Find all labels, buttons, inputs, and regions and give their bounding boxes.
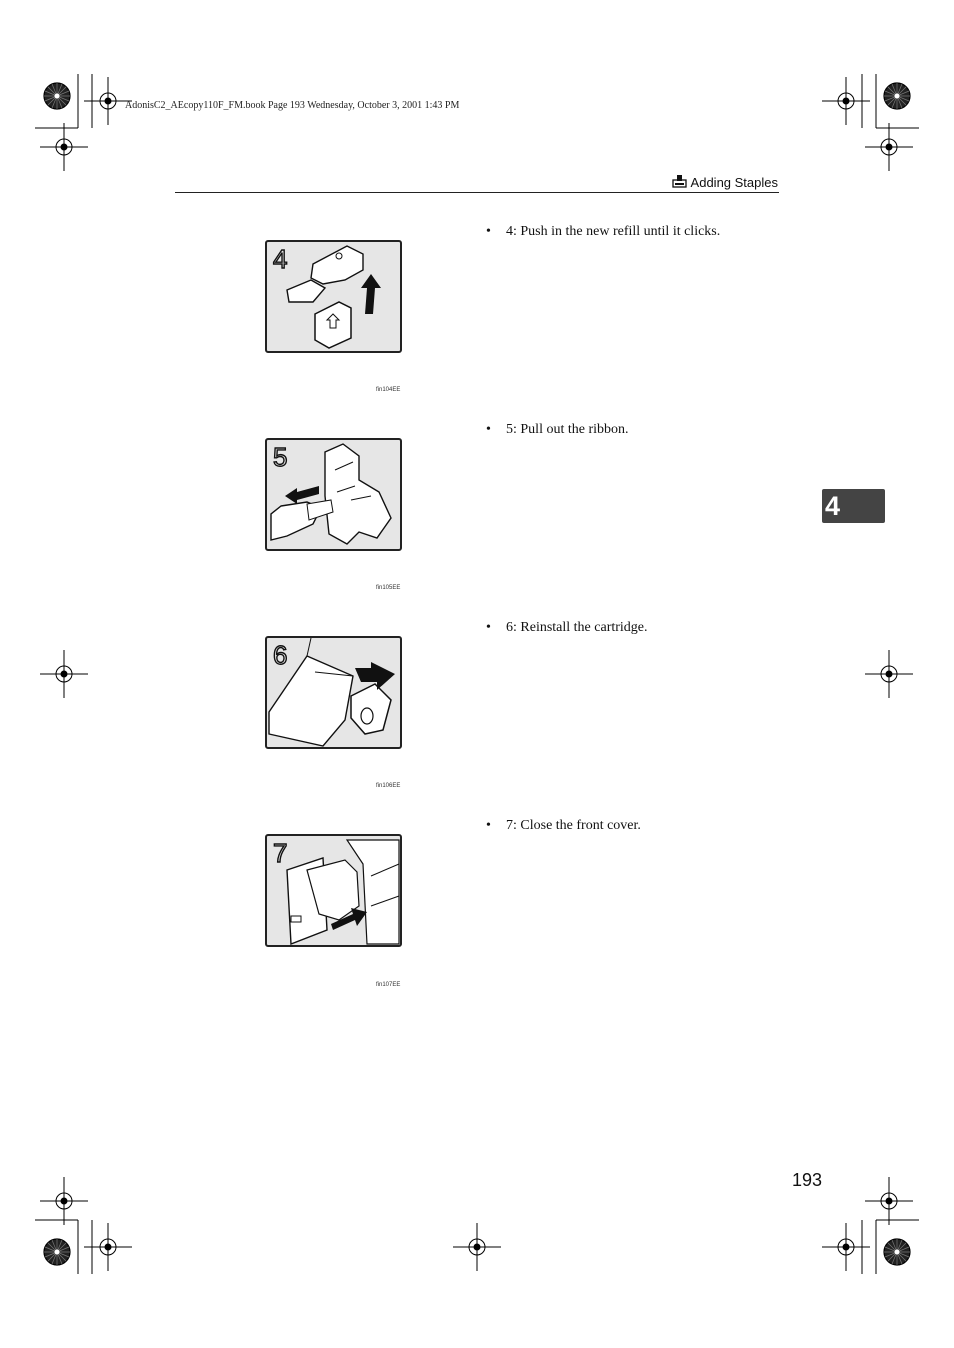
step-5-illustration <box>265 438 402 551</box>
step-4-figure-code: fin104EE <box>376 387 401 393</box>
step-7-illustration <box>265 834 402 947</box>
step-5-figure-code: fin105EE <box>376 585 401 591</box>
step-6-text <box>486 620 648 636</box>
step-6-instruction: 6: Reinstall the cartridge. <box>506 620 648 635</box>
step-4-figure-number: 4 <box>273 244 288 274</box>
step-5-figure-number: 5 <box>273 442 288 472</box>
step-7-figure-number: 7 <box>273 838 288 868</box>
bullet: • <box>486 422 491 437</box>
bullet: • <box>486 224 491 239</box>
step-5-text <box>486 422 629 438</box>
header-rule <box>175 192 779 193</box>
section-header <box>672 174 778 191</box>
step-6-figure-code: fin106EE <box>376 783 401 789</box>
bullet: • <box>486 620 491 635</box>
chapter-tab-label: 4 <box>825 491 841 521</box>
page-number: 193 <box>792 1170 823 1190</box>
step-4-illustration <box>265 240 402 353</box>
file-info: AdonisC2_AEcopy110F_FM.book Page 193 Wednesday, October 3, 2001 1:43 PM <box>125 100 460 111</box>
step-7-figure-code: fin107EE <box>376 982 401 988</box>
step-6-illustration <box>265 636 402 749</box>
step-4-text <box>486 224 720 240</box>
header-title: Adding Staples <box>690 175 778 190</box>
step-7-text <box>486 818 641 834</box>
step-5-instruction: 5: Pull out the ribbon. <box>506 422 629 437</box>
bullet: • <box>486 818 491 833</box>
chapter-tab <box>822 489 885 523</box>
step-6-figure-number: 6 <box>273 640 288 670</box>
staple-icon <box>672 174 687 191</box>
step-7-instruction: 7: Close the front cover. <box>506 818 641 833</box>
step-4-instruction: 4: Push in the new refill until it clicks. <box>506 224 721 239</box>
